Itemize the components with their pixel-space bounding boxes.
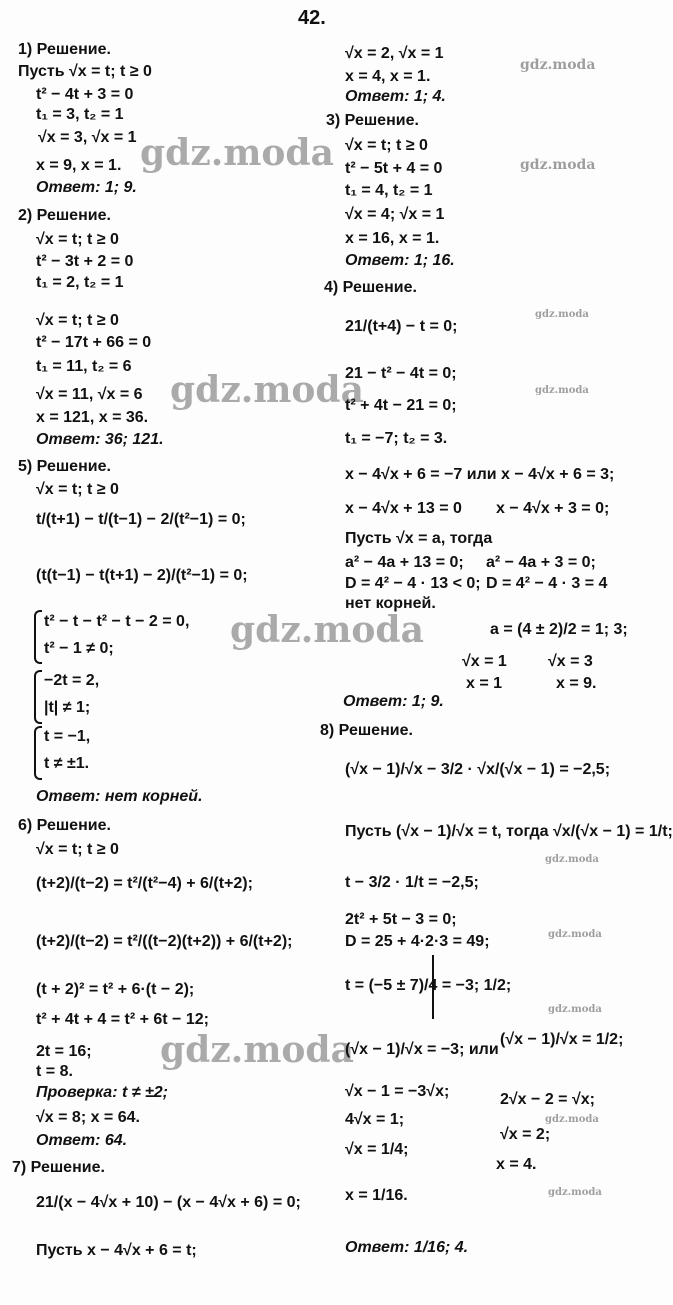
- section-5-heading: 5) Решение.: [18, 458, 111, 475]
- watermark: gdz.moda: [545, 1114, 599, 1125]
- watermark: gdz.moda: [520, 57, 596, 73]
- watermark: gdz.moda: [160, 1029, 354, 1071]
- math-line: D = 25 + 4·2·3 = 49;: [345, 933, 490, 950]
- math-line: √x = 3, √x = 1: [38, 129, 137, 146]
- math-line: t₁ = 4, t₂ = 1: [345, 182, 433, 199]
- math-line: 4√x = 1;: [345, 1111, 405, 1128]
- system-brace: [34, 610, 42, 664]
- math-line: √x = 2;: [500, 1126, 551, 1143]
- math-line: x − 4√x + 13 = 0: [345, 500, 462, 517]
- math-line: (√x − 1)/√x − 3/2 · √x/(√x − 1) = −2,5;: [345, 761, 611, 778]
- math-line: √x = t; t ≥ 0: [36, 841, 119, 858]
- math-line: a² − 4a + 3 = 0;: [486, 554, 596, 571]
- math-line: √x = 1/4;: [345, 1141, 409, 1158]
- math-line: t₁ = 2, t₂ = 1: [36, 274, 124, 291]
- math-line: t = (−5 ± 7)/4 = −3; 1/2;: [345, 977, 512, 994]
- math-line: a² − 4a + 13 = 0;: [345, 554, 464, 571]
- math-line: x = 16, x = 1.: [345, 230, 440, 247]
- math-line: |t| ≠ 1;: [44, 699, 91, 716]
- math-line: t₁ = −7; t₂ = 3.: [345, 430, 448, 447]
- math-line: (√x − 1)/√x = −3; или: [345, 1041, 499, 1058]
- math-line: t = −1,: [44, 728, 91, 745]
- math-line: t² − 4t + 3 = 0: [36, 86, 134, 103]
- math-line: √x = 8; x = 64.: [36, 1109, 140, 1126]
- math-line: x = 1: [466, 675, 503, 692]
- math-line: x = 1/16.: [345, 1187, 408, 1204]
- math-line: Пусть √x = t; t ≥ 0: [18, 63, 152, 80]
- section-1-heading: 1) Решение.: [18, 41, 111, 58]
- section-4-heading: 4) Решение.: [324, 279, 417, 296]
- math-line: a = (4 ± 2)/2 = 1; 3;: [490, 621, 628, 638]
- math-line: x = 121, x = 36.: [36, 409, 149, 426]
- system-brace: [34, 670, 42, 724]
- answer-line: Ответ: 36; 121.: [36, 431, 164, 448]
- math-line: t/(t+1) − t/(t−1) − 2/(t²−1) = 0;: [36, 511, 246, 528]
- math-line: t² + 4t − 21 = 0;: [345, 397, 457, 414]
- math-line: x − 4√x + 6 = −7 или x − 4√x + 6 = 3;: [345, 466, 615, 483]
- math-line: 2t = 16;: [36, 1043, 92, 1060]
- math-line: t ≠ ±1.: [44, 755, 90, 772]
- answer-line: Ответ: 1/16; 4.: [345, 1239, 469, 1256]
- math-line: D = 4² − 4 · 3 = 4: [486, 575, 608, 592]
- section-3-heading: 3) Решение.: [326, 112, 419, 129]
- answer-line: Ответ: 1; 16.: [345, 252, 455, 269]
- math-line: t = 8.: [36, 1063, 73, 1080]
- math-line: нет корней.: [345, 595, 436, 612]
- math-line: (t + 2)² = t² + 6·(t − 2);: [36, 981, 195, 998]
- math-line: √x = t; t ≥ 0: [345, 137, 428, 154]
- math-line: Пусть (√x − 1)/√x = t, тогда √x/(√x − 1) = 1/t;: [345, 823, 673, 840]
- system-brace: [34, 726, 42, 780]
- math-line: (t(t−1) − t(t+1) − 2)/(t²−1) = 0;: [36, 567, 248, 584]
- math-line: x = 9, x = 1.: [36, 157, 122, 174]
- math-line: t² − 17t + 66 = 0: [36, 334, 152, 351]
- math-line: 2t² + 5t − 3 = 0;: [345, 911, 457, 928]
- section-8-heading: 8) Решение.: [320, 722, 413, 739]
- math-line: t₁ = 3, t₂ = 1: [36, 106, 124, 123]
- answer-line: Ответ: 1; 4.: [345, 88, 446, 105]
- math-line: √x = 4; √x = 1: [345, 206, 445, 223]
- watermark: gdz.moda: [230, 609, 424, 651]
- watermark: gdz.moda: [548, 1004, 602, 1015]
- math-line: √x − 1 = −3√x;: [345, 1083, 450, 1100]
- math-line: t² − 5t + 4 = 0: [345, 160, 443, 177]
- math-line: t₁ = 11, t₂ = 6: [36, 358, 132, 375]
- math-line: √x = t; t ≥ 0: [36, 481, 119, 498]
- math-line: √x = 1: [462, 653, 507, 670]
- math-line: x = 9.: [556, 675, 597, 692]
- math-line: (t+2)/(t−2) = t²/(t²−4) + 6/(t+2);: [36, 875, 253, 892]
- math-line: √x = 2, √x = 1: [345, 45, 444, 62]
- watermark: gdz.moda: [535, 385, 589, 396]
- watermark: gdz.moda: [535, 309, 589, 320]
- answer-line: Ответ: 1; 9.: [343, 693, 444, 710]
- section-7-heading: 7) Решение.: [12, 1159, 105, 1176]
- math-line: −2t = 2,: [44, 672, 100, 689]
- math-line: (√x − 1)/√x = 1/2;: [500, 1031, 624, 1048]
- math-line: t² − 3t + 2 = 0: [36, 253, 134, 270]
- answer-line: Ответ: 64.: [36, 1132, 128, 1149]
- math-line: √x = 3: [548, 653, 593, 670]
- math-line: 2√x − 2 = √x;: [500, 1091, 595, 1108]
- math-line: √x = t; t ≥ 0: [36, 312, 119, 329]
- answer-line: Ответ: 1; 9.: [36, 179, 137, 196]
- math-line: Проверка: t ≠ ±2;: [36, 1084, 168, 1101]
- math-line: t² − t − t² − t − 2 = 0,: [44, 613, 190, 630]
- math-line: t − 3/2 · 1/t = −2,5;: [345, 874, 479, 891]
- answer-line: Ответ: нет корней.: [36, 788, 203, 805]
- page-title: 42.: [298, 7, 326, 29]
- section-6-heading: 6) Решение.: [18, 817, 111, 834]
- watermark: gdz.moda: [140, 132, 334, 174]
- math-line: t² − 1 ≠ 0;: [44, 640, 114, 657]
- math-line: 21 − t² − 4t = 0;: [345, 365, 457, 382]
- math-line: √x = t; t ≥ 0: [36, 231, 119, 248]
- math-line: x = 4.: [496, 1156, 537, 1173]
- math-line: D = 4² − 4 · 13 < 0;: [345, 575, 481, 592]
- math-line: x = 4, x = 1.: [345, 68, 431, 85]
- watermark: gdz.moda: [548, 1187, 602, 1198]
- watermark: gdz.moda: [548, 929, 602, 940]
- section-2-heading: 2) Решение.: [18, 207, 111, 224]
- math-line: 21/(t+4) − t = 0;: [345, 318, 458, 335]
- math-line: Пусть √x = a, тогда: [345, 530, 493, 547]
- math-line: (t+2)/(t−2) = t²/((t−2)(t+2)) + 6/(t+2);: [36, 933, 293, 950]
- watermark: gdz.moda: [545, 854, 599, 865]
- math-line: 21/(x − 4√x + 10) − (x − 4√x + 6) = 0;: [36, 1194, 301, 1211]
- watermark: gdz.moda: [520, 157, 596, 173]
- math-line: Пусть x − 4√x + 6 = t;: [36, 1242, 197, 1259]
- watermark: gdz.moda: [170, 369, 364, 411]
- math-line: x − 4√x + 3 = 0;: [496, 500, 610, 517]
- math-line: t² + 4t + 4 = t² + 6t − 12;: [36, 1011, 209, 1028]
- math-line: √x = 11, √x = 6: [36, 386, 143, 403]
